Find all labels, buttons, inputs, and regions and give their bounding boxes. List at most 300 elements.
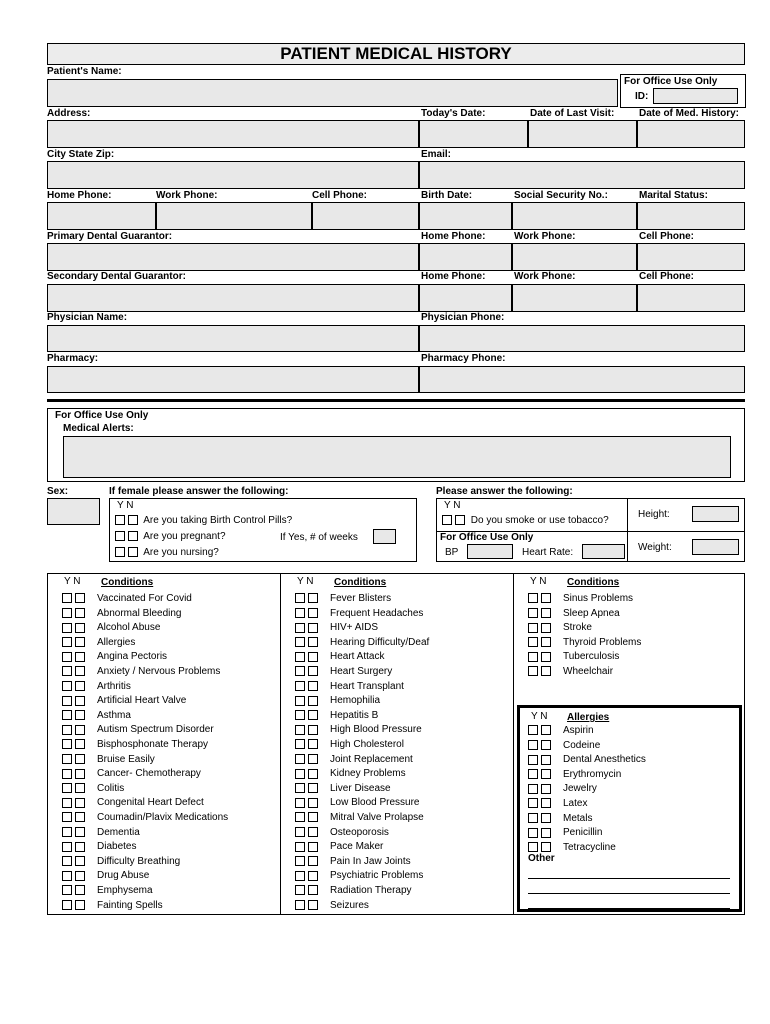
list-item (295, 621, 378, 635)
primary-guarantor-field[interactable] (47, 243, 419, 271)
item-label: Angina Pectoris (97, 651, 168, 663)
smoke-label: Do you smoke or use tobacco? (470, 515, 609, 526)
item-label: Drug Abuse (97, 870, 150, 882)
other-line-1[interactable] (528, 878, 730, 879)
yes-checkbox[interactable] (62, 637, 72, 647)
yes-checkbox[interactable] (528, 623, 538, 633)
height-field[interactable] (692, 506, 739, 522)
pregnant-yes[interactable] (115, 531, 125, 541)
list-item (528, 768, 621, 782)
marital-label: Marital Status: (639, 190, 708, 201)
page-title: PATIENT MEDICAL HISTORY (47, 43, 745, 65)
yes-checkbox[interactable] (295, 856, 305, 866)
birth-date-field[interactable] (419, 202, 512, 230)
vitals-box (436, 498, 745, 562)
no-checkbox[interactable] (541, 666, 551, 676)
item-label: Radiation Therapy (330, 885, 412, 896)
weight-field[interactable] (692, 539, 739, 555)
no-checkbox[interactable] (75, 608, 85, 618)
no-checkbox[interactable] (541, 623, 551, 633)
yes-checkbox[interactable] (62, 739, 72, 749)
yes-checkbox[interactable] (528, 637, 538, 647)
yes-checkbox[interactable] (528, 769, 538, 779)
no-checkbox[interactable] (308, 696, 318, 706)
no-checkbox[interactable] (308, 885, 318, 895)
no-checkbox[interactable] (308, 871, 318, 881)
cell-phone-field[interactable] (312, 202, 419, 230)
item-label: Fever Blisters (330, 593, 392, 604)
yes-checkbox[interactable] (62, 666, 72, 676)
no-checkbox[interactable] (541, 769, 551, 779)
yes-checkbox[interactable] (295, 608, 305, 618)
list-item (295, 636, 429, 650)
item-label: Frequent Headaches (330, 607, 424, 619)
list-item (295, 796, 420, 810)
yes-checkbox[interactable] (62, 652, 72, 662)
item-label: Pain In Jaw Joints (330, 855, 411, 867)
list-item (62, 592, 192, 606)
yes-checkbox[interactable] (62, 623, 72, 633)
birth-control-no[interactable] (128, 515, 138, 525)
yes-checkbox[interactable] (295, 696, 305, 706)
primary-cell-phone-label: Cell Phone: (639, 231, 695, 242)
conditions-col-divider-1 (280, 574, 281, 914)
yes-checkbox[interactable] (528, 608, 538, 618)
secondary-work-phone-field[interactable] (512, 284, 637, 312)
secondary-cell-phone-field[interactable] (637, 284, 745, 312)
yes-checkbox[interactable] (528, 593, 538, 603)
yes-checkbox[interactable] (528, 725, 538, 735)
no-checkbox[interactable] (75, 739, 85, 749)
yes-checkbox[interactable] (62, 885, 72, 895)
yes-checkbox[interactable] (62, 696, 72, 706)
no-checkbox[interactable] (541, 725, 551, 735)
no-checkbox[interactable] (75, 637, 85, 647)
yes-checkbox[interactable] (295, 754, 305, 764)
allergies-yn-header: Y N (531, 711, 548, 722)
yes-checkbox[interactable] (295, 783, 305, 793)
primary-work-phone-field[interactable] (512, 243, 637, 271)
list-item (528, 636, 641, 650)
item-label: Hepatitis B (330, 709, 379, 721)
item-label: Hearing Difficulty/Deaf (330, 636, 430, 648)
no-checkbox[interactable] (308, 710, 318, 720)
no-checkbox[interactable] (308, 900, 318, 910)
work-phone-label: Work Phone: (156, 190, 218, 201)
list-item (62, 767, 201, 781)
list-item (528, 739, 600, 753)
id-label: ID: (635, 91, 649, 102)
secondary-home-phone-field[interactable] (419, 284, 512, 312)
no-checkbox[interactable] (75, 652, 85, 662)
office-use-id-box (620, 74, 746, 108)
item-label: Joint Replacement (330, 753, 413, 765)
item-label: Metals (563, 812, 593, 824)
list-item (62, 753, 155, 767)
no-checkbox[interactable] (308, 856, 318, 866)
item-label: Low Blood Pressure (330, 797, 420, 809)
city-state-zip-label: City State Zip: (47, 149, 115, 160)
todays-date-label: Today's Date: (421, 108, 486, 119)
item-label: Hemophilia (330, 695, 381, 707)
item-label: Tuberculosis (563, 651, 620, 663)
home-phone-label: Home Phone: (47, 190, 112, 201)
office-use-label-2: For Office Use Only (55, 410, 149, 421)
no-checkbox[interactable] (308, 652, 318, 662)
office-use-label-3: For Office Use Only (440, 532, 534, 543)
vitals-right-divider (627, 531, 744, 532)
address-field[interactable] (47, 120, 419, 148)
item-label: Congenital Heart Defect (97, 797, 204, 809)
yes-checkbox[interactable] (62, 754, 72, 764)
list-item (528, 621, 592, 635)
yes-checkbox[interactable] (62, 710, 72, 720)
yes-checkbox[interactable] (528, 798, 538, 808)
item-label: Allergies (97, 636, 136, 648)
list-item (62, 826, 140, 840)
no-checkbox[interactable] (308, 637, 318, 647)
no-checkbox[interactable] (308, 812, 318, 822)
smoke-yes[interactable] (442, 515, 452, 525)
list-item (528, 592, 633, 606)
pharmacy-phone-field[interactable] (419, 366, 745, 393)
list-item (295, 723, 422, 737)
list-item (62, 665, 220, 679)
primary-cell-phone-field[interactable] (637, 243, 745, 271)
yes-checkbox[interactable] (62, 681, 72, 691)
no-checkbox[interactable] (308, 666, 318, 676)
no-checkbox[interactable] (75, 812, 85, 822)
item-label: Bisphosphonate Therapy (97, 739, 209, 750)
list-item (62, 855, 180, 869)
item-label: Emphysema (97, 885, 153, 896)
birth-control-row (115, 514, 292, 528)
yes-checkbox[interactable] (295, 885, 305, 895)
item-label: Penicillin (563, 827, 603, 839)
height-label: Height: (638, 509, 670, 520)
list-item (62, 840, 136, 854)
female-prompt: If female please answer the following: (109, 486, 289, 497)
no-checkbox[interactable] (75, 900, 85, 910)
yes-checkbox[interactable] (295, 666, 305, 676)
med-history-field[interactable] (637, 120, 745, 148)
smoke-no[interactable] (455, 515, 465, 525)
todays-date-field[interactable] (419, 120, 528, 148)
yes-checkbox[interactable] (62, 593, 72, 603)
list-item (295, 680, 404, 694)
secondary-guarantor-label: Secondary Dental Guarantor: (47, 271, 186, 282)
no-checkbox[interactable] (75, 696, 85, 706)
list-item (295, 650, 384, 664)
yes-checkbox[interactable] (62, 725, 72, 735)
yes-checkbox[interactable] (62, 871, 72, 881)
list-item (295, 592, 391, 606)
item-label: Erythromycin (563, 768, 622, 780)
item-label: Dental Anesthetics (563, 754, 646, 766)
other-line-3[interactable] (528, 908, 730, 909)
birth-date-label: Birth Date: (421, 190, 473, 201)
yes-checkbox[interactable] (528, 828, 538, 838)
yes-checkbox[interactable] (528, 740, 538, 750)
patient-name-field[interactable] (47, 79, 618, 107)
item-label: Kidney Problems (330, 768, 406, 780)
item-label: Vaccinated For Covid (97, 593, 192, 604)
no-checkbox[interactable] (308, 623, 318, 633)
work-phone-field[interactable] (156, 202, 312, 230)
yes-checkbox[interactable] (295, 871, 305, 881)
ssn-label: Social Security No.: (514, 190, 608, 201)
yes-checkbox[interactable] (528, 666, 538, 676)
yes-checkbox[interactable] (528, 842, 538, 852)
no-checkbox[interactable] (541, 593, 551, 603)
sex-label: Sex: (47, 486, 69, 497)
yes-checkbox[interactable] (295, 593, 305, 603)
no-checkbox[interactable] (541, 784, 551, 794)
please-answer-label: Please answer the following: (436, 486, 573, 497)
item-label: Anxiety / Nervous Problems (97, 666, 221, 677)
item-label: Latex (563, 798, 588, 809)
nursing-no[interactable] (128, 547, 138, 557)
yes-checkbox[interactable] (62, 812, 72, 822)
yes-checkbox[interactable] (62, 769, 72, 779)
yes-checkbox[interactable] (528, 784, 538, 794)
nursing-yes[interactable] (115, 547, 125, 557)
primary-home-phone-label: Home Phone: (421, 231, 486, 242)
no-checkbox[interactable] (75, 681, 85, 691)
no-checkbox[interactable] (75, 666, 85, 676)
sex-field[interactable] (47, 498, 100, 525)
pregnant-label: Are you pregnant? (143, 531, 226, 542)
id-field[interactable] (653, 88, 738, 104)
yes-checkbox[interactable] (295, 842, 305, 852)
item-label: Thyroid Problems (563, 636, 642, 648)
list-item (295, 840, 383, 854)
yes-checkbox[interactable] (62, 783, 72, 793)
office-use-label: For Office Use Only (624, 76, 718, 87)
list-item (295, 811, 424, 825)
cell-phone-label: Cell Phone: (312, 190, 368, 201)
no-checkbox[interactable] (541, 637, 551, 647)
item-label: Abnormal Bleeding (97, 607, 182, 619)
item-label: Alcohol Abuse (97, 622, 161, 634)
primary-work-phone-label: Work Phone: (514, 231, 576, 242)
yes-checkbox[interactable] (295, 681, 305, 691)
list-item (62, 738, 208, 752)
weeks-label: If Yes, # of weeks (280, 532, 358, 543)
patient-name-label: Patient's Name: (47, 66, 122, 77)
item-label: Liver Disease (330, 782, 391, 794)
list-item (62, 607, 182, 621)
yes-checkbox[interactable] (62, 827, 72, 837)
item-label: Osteoporosis (330, 826, 389, 838)
pregnant-no[interactable] (128, 531, 138, 541)
heart-rate-field[interactable] (582, 544, 625, 559)
no-checkbox[interactable] (541, 740, 551, 750)
physician-phone-field[interactable] (419, 325, 745, 352)
list-item (528, 607, 620, 621)
no-checkbox[interactable] (75, 593, 85, 603)
no-checkbox[interactable] (541, 813, 551, 823)
marital-field[interactable] (637, 202, 745, 230)
item-label: Psychiatric Problems (330, 870, 424, 882)
yes-checkbox[interactable] (295, 637, 305, 647)
no-checkbox[interactable] (541, 842, 551, 852)
no-checkbox[interactable] (75, 783, 85, 793)
item-label: Jewelry (563, 783, 597, 795)
list-item (528, 782, 597, 796)
list-item (295, 826, 389, 840)
no-checkbox[interactable] (75, 856, 85, 866)
no-checkbox[interactable] (75, 754, 85, 764)
item-label: Wheelchair (563, 666, 614, 677)
home-phone-field[interactable] (47, 202, 156, 230)
secondary-guarantor-field[interactable] (47, 284, 419, 312)
item-label: Heart Surgery (330, 666, 393, 677)
pharmacy-label: Pharmacy: (47, 353, 99, 364)
yes-checkbox[interactable] (295, 710, 305, 720)
list-item (295, 855, 411, 869)
yes-checkbox[interactable] (62, 798, 72, 808)
yes-checkbox[interactable] (62, 900, 72, 910)
no-checkbox[interactable] (308, 842, 318, 852)
female-yn-header: Y N (117, 500, 134, 511)
heart-rate-label: Heart Rate: (522, 547, 574, 558)
yes-checkbox[interactable] (62, 856, 72, 866)
no-checkbox[interactable] (541, 798, 551, 808)
weight-label: Weight: (638, 542, 672, 553)
yes-checkbox[interactable] (528, 652, 538, 662)
yes-checkbox[interactable] (295, 769, 305, 779)
no-checkbox[interactable] (75, 623, 85, 633)
secondary-home-phone-label: Home Phone: (421, 271, 486, 282)
list-item (295, 884, 412, 898)
conditions-col-divider-2 (513, 574, 514, 914)
weeks-field[interactable] (373, 529, 396, 544)
yes-checkbox[interactable] (295, 798, 305, 808)
yes-checkbox[interactable] (295, 827, 305, 837)
address-label: Address: (47, 108, 91, 119)
list-item (528, 724, 594, 738)
list-item (295, 694, 380, 708)
yes-checkbox[interactable] (295, 739, 305, 749)
item-label: Arthritis (97, 680, 131, 692)
item-label: Sleep Apnea (563, 607, 620, 619)
item-label: Codeine (563, 739, 601, 751)
item-label: Bruise Easily (97, 753, 155, 765)
list-item (295, 738, 404, 752)
email-field[interactable] (419, 161, 745, 189)
no-checkbox[interactable] (308, 783, 318, 793)
city-state-zip-field[interactable] (47, 161, 419, 189)
no-checkbox[interactable] (75, 827, 85, 837)
list-item (62, 899, 163, 913)
physician-phone-label: Physician Phone: (421, 312, 505, 323)
no-checkbox[interactable] (75, 798, 85, 808)
bp-field[interactable] (467, 544, 513, 559)
no-checkbox[interactable] (75, 725, 85, 735)
birth-control-label: Are you taking Birth Control Pills? (143, 515, 293, 526)
birth-control-yes[interactable] (115, 515, 125, 525)
list-item (62, 636, 135, 650)
list-item (295, 899, 369, 913)
yes-checkbox[interactable] (295, 623, 305, 633)
item-label: Difficulty Breathing (97, 855, 181, 867)
item-label: Dementia (97, 826, 140, 838)
yes-checkbox[interactable] (62, 842, 72, 852)
no-checkbox[interactable] (308, 725, 318, 735)
no-checkbox[interactable] (75, 842, 85, 852)
no-checkbox[interactable] (541, 652, 551, 662)
no-checkbox[interactable] (75, 769, 85, 779)
no-checkbox[interactable] (75, 710, 85, 720)
item-label: Coumadin/Plavix Medications (97, 812, 229, 823)
other-line-2[interactable] (528, 893, 730, 894)
no-checkbox[interactable] (308, 798, 318, 808)
col2-conditions-header: Conditions (334, 577, 387, 588)
no-checkbox[interactable] (308, 827, 318, 837)
col3-yn-header: Y N (530, 576, 547, 587)
list-item (62, 869, 149, 883)
pharmacy-field[interactable] (47, 366, 419, 393)
no-checkbox[interactable] (308, 681, 318, 691)
email-label: Email: (421, 149, 452, 160)
list-item (295, 709, 378, 723)
item-label: High Cholesterol (330, 739, 404, 750)
no-checkbox[interactable] (541, 608, 551, 618)
no-checkbox[interactable] (75, 871, 85, 881)
list-item (528, 753, 646, 767)
list-item (295, 753, 413, 767)
no-checkbox[interactable] (308, 739, 318, 749)
bp-label: BP (445, 547, 459, 558)
no-checkbox[interactable] (541, 828, 551, 838)
item-label: High Blood Pressure (330, 724, 422, 736)
list-item (528, 665, 613, 679)
ssn-field[interactable] (512, 202, 637, 230)
yes-checkbox[interactable] (62, 608, 72, 618)
no-checkbox[interactable] (541, 755, 551, 765)
item-label: Aspirin (563, 725, 594, 736)
list-item (528, 826, 602, 840)
yes-checkbox[interactable] (295, 900, 305, 910)
section-divider (47, 399, 745, 402)
list-item (295, 767, 406, 781)
yes-checkbox[interactable] (528, 755, 538, 765)
medical-alerts-field[interactable] (63, 436, 731, 478)
last-visit-field[interactable] (528, 120, 637, 148)
list-item (528, 650, 619, 664)
col3-conditions-header: Conditions (567, 577, 620, 588)
no-checkbox[interactable] (308, 608, 318, 618)
medical-alerts-box (47, 408, 745, 482)
yes-checkbox[interactable] (295, 725, 305, 735)
nursing-label: Are you nursing? (143, 547, 219, 558)
no-checkbox[interactable] (75, 885, 85, 895)
no-checkbox[interactable] (308, 593, 318, 603)
col1-yn-header: Y N (64, 576, 81, 587)
physician-name-label: Physician Name: (47, 312, 128, 323)
list-item (62, 680, 131, 694)
primary-home-phone-field[interactable] (419, 243, 512, 271)
yes-checkbox[interactable] (295, 812, 305, 822)
no-checkbox[interactable] (308, 769, 318, 779)
primary-guarantor-label: Primary Dental Guarantor: (47, 231, 173, 242)
yes-checkbox[interactable] (528, 813, 538, 823)
no-checkbox[interactable] (308, 754, 318, 764)
female-questions-box (109, 498, 417, 562)
physician-name-field[interactable] (47, 325, 419, 352)
yes-checkbox[interactable] (295, 652, 305, 662)
